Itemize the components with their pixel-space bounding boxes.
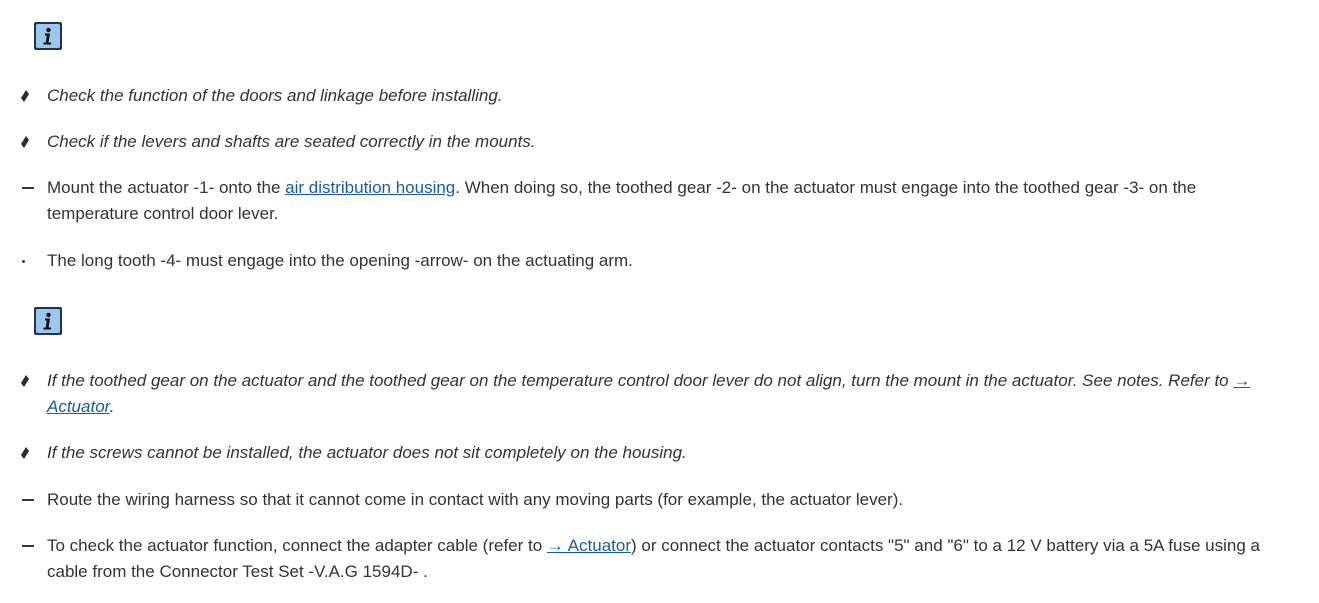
step-text: Route the wiring harness so that it cannot come in contact with any moving parts (for example, the actuator lever). xyxy=(47,490,904,509)
step-text xyxy=(47,533,1287,585)
bullet-marker xyxy=(20,248,38,274)
dash-marker xyxy=(20,533,38,559)
actuator-link[interactable]: → Actuator xyxy=(546,536,632,555)
note-marker-icon xyxy=(20,83,38,109)
note-text: If the screws cannot be installed, the actuator does not sit completely on the housing. xyxy=(47,443,687,462)
step-text-part: . When doing so, the toothed gear -2- on the actuator must engage into the toothed gear -3- on the temperature control door lever. xyxy=(47,178,1197,223)
dash-marker xyxy=(20,487,38,513)
note-marker-icon xyxy=(20,368,38,394)
info-icon xyxy=(33,21,63,51)
actuator-link[interactable]: → Actuator xyxy=(47,371,1251,416)
note-text: Check the function of the doors and linkage before installing. xyxy=(47,86,503,105)
note-text-part: . xyxy=(109,397,115,416)
note-text-part: If the toothed gear on the actuator and the toothed gear on the temperature control door lever do not align, turn the mount in the actuator. See notes. Refer to xyxy=(47,371,1234,390)
step-text-part: ) or connect the actuator contacts "5" and "6" to a 12 V battery via a 5A fuse using a cable from the Connector Test Set -V.A.G 1594D- . xyxy=(47,536,1260,581)
dash-marker xyxy=(20,175,38,201)
note-text xyxy=(47,368,1287,420)
info-icon xyxy=(33,306,63,336)
step-text-part: Mount the actuator -1- onto the xyxy=(47,178,286,197)
note-marker-icon xyxy=(20,440,38,466)
bullet-text: The long tooth -4- must engage into the opening -arrow- on the actuating arm. xyxy=(47,251,633,270)
step-text xyxy=(47,175,1287,227)
air-distribution-housing-link[interactable]: air distribution housing xyxy=(285,178,456,197)
step-text-part: To check the actuator function, connect the adapter cable (refer to xyxy=(47,536,547,555)
note-marker-icon xyxy=(20,129,38,155)
note-text: Check if the levers and shafts are seated correctly in the mounts. xyxy=(47,132,536,151)
